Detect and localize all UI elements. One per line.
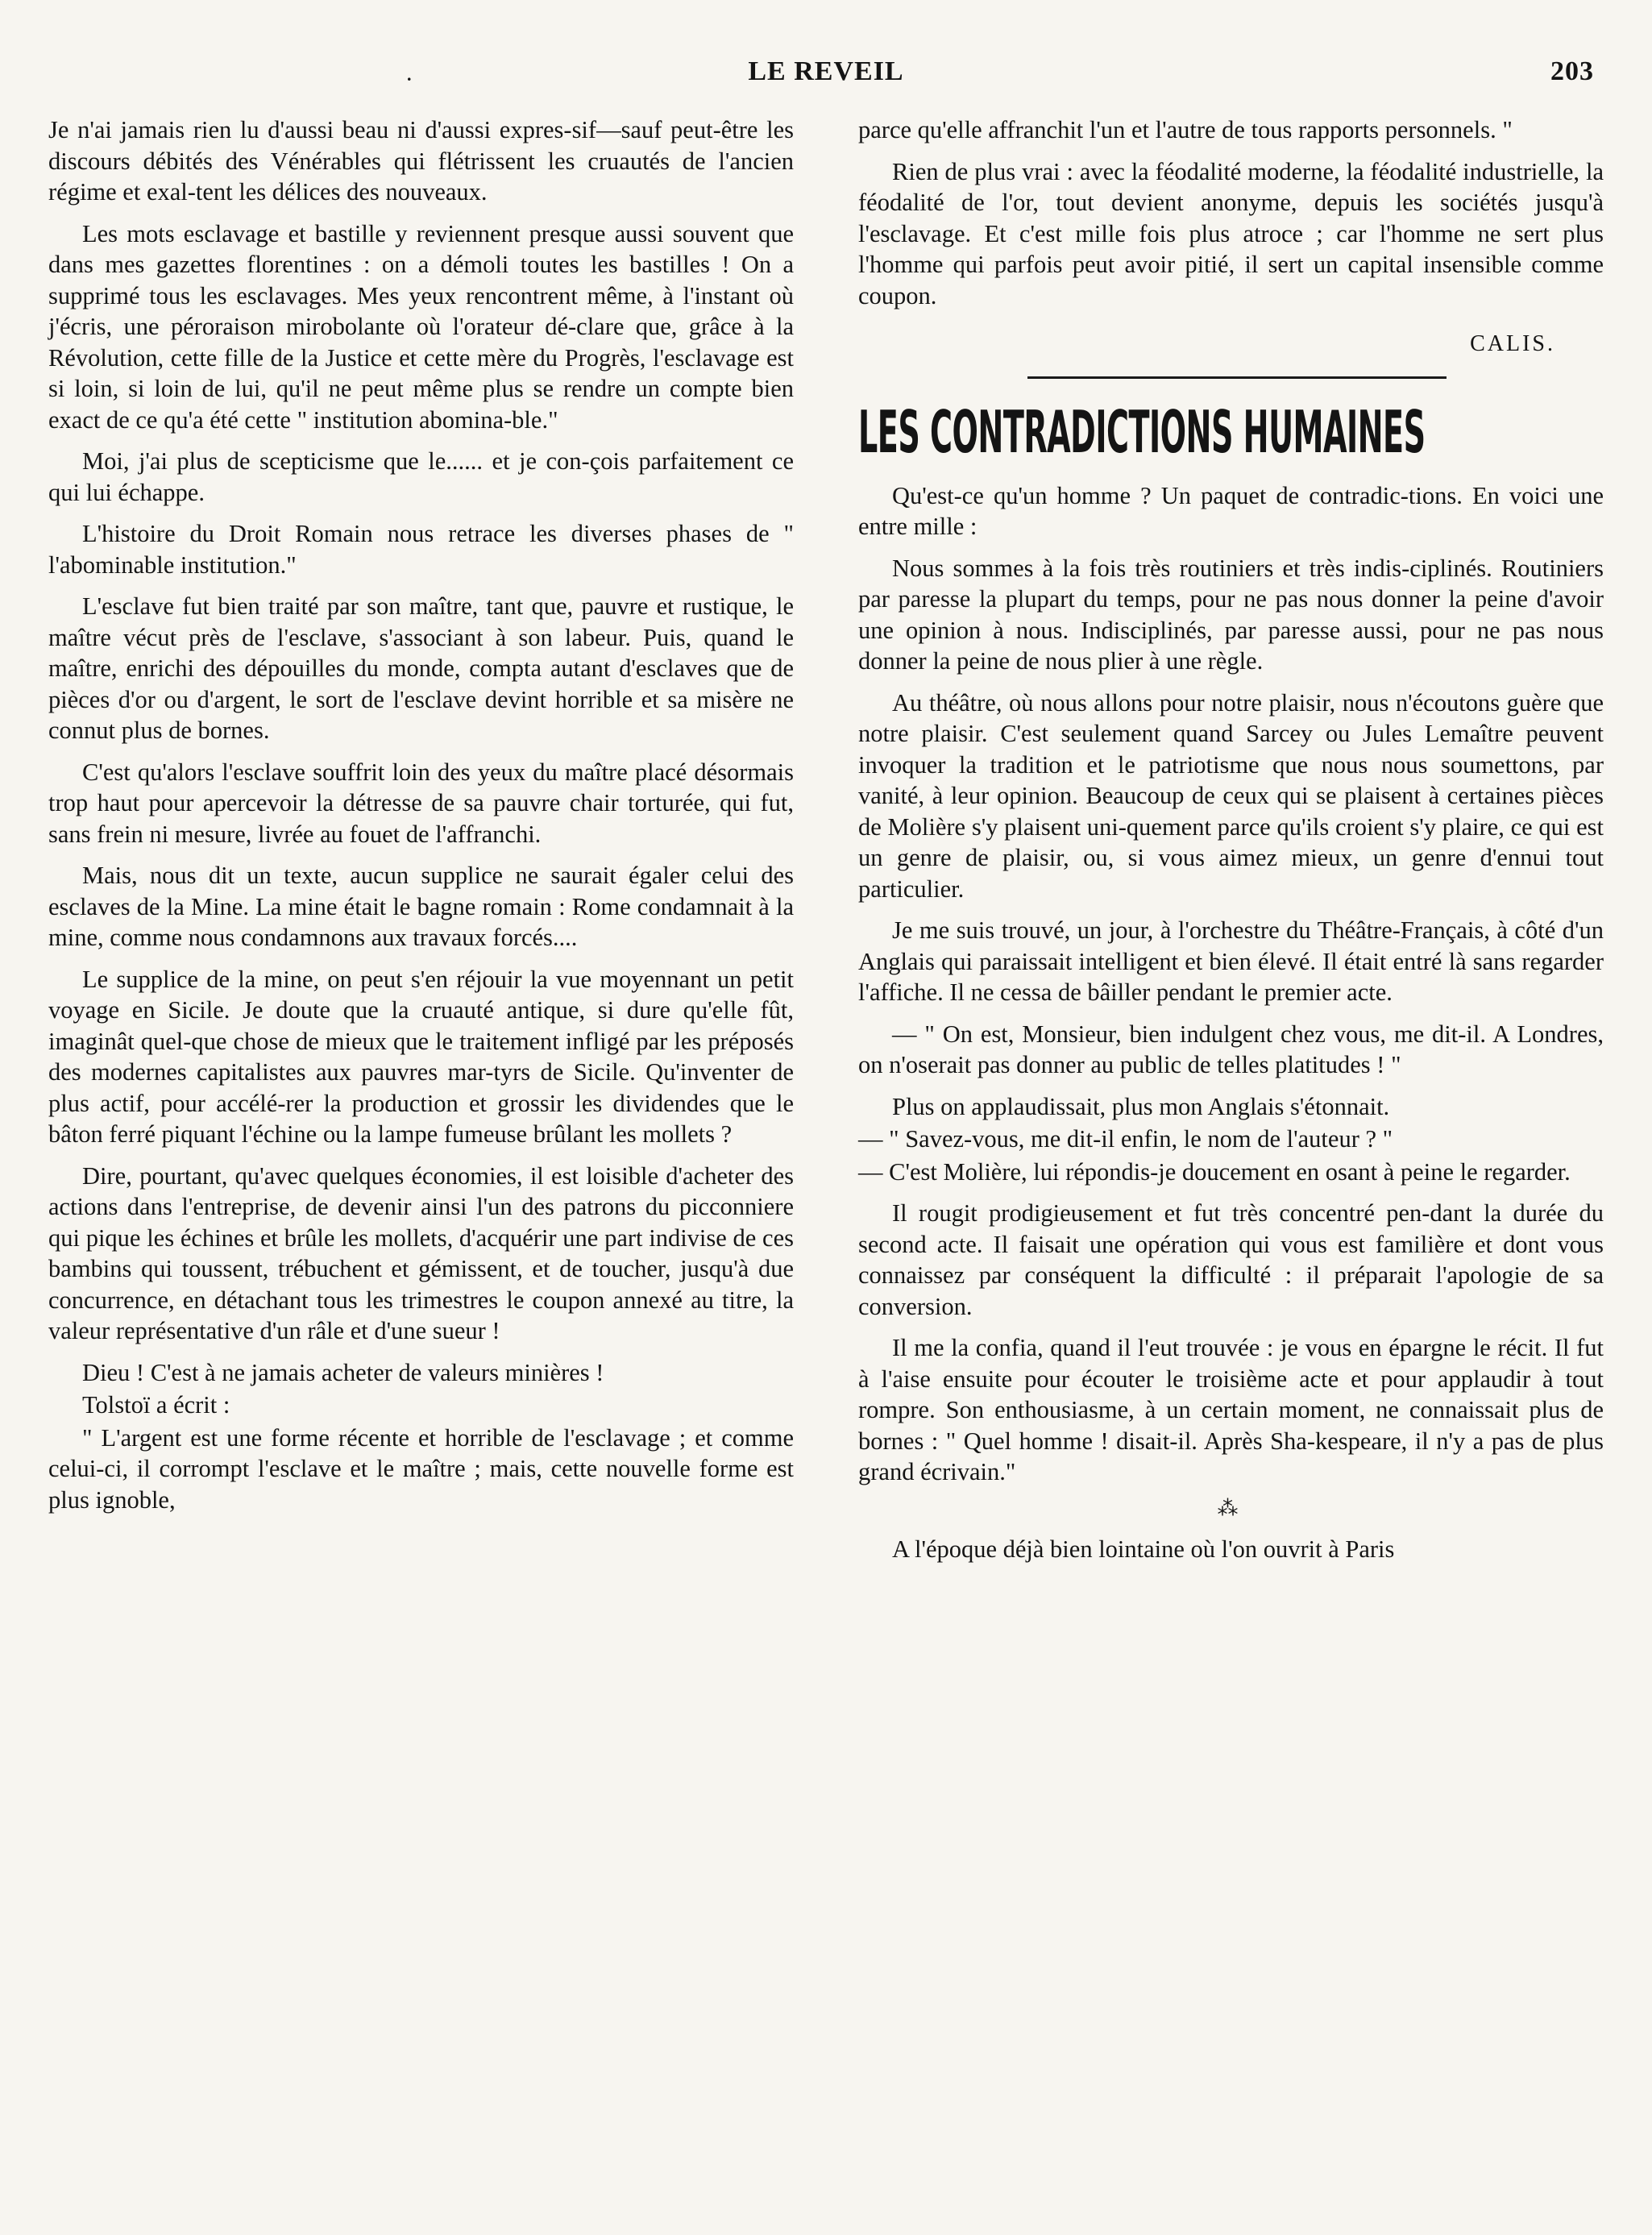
journal-title: LE REVEIL bbox=[748, 56, 904, 86]
paragraph: Nous sommes à la fois très routiniers et très indis-ciplinés. Routiniers par paresse la plupart du temps, pour ne pas nous donner la peine d'avoir une opinion à nous. Indisciplinés, par paresse aussi, pour ne pas nous donner la peine de nous plier à une règle. bbox=[858, 554, 1604, 675]
paragraph: A l'époque déjà bien lointaine où l'on ouvrit à Paris bbox=[892, 1535, 1395, 1563]
paragraph: — " On est, Monsieur, bien indulgent chez vous, me dit-il. A Londres, on n'oserait pas donner au public de telles platitudes ! " bbox=[858, 1020, 1604, 1078]
paragraph: — C'est Molière, lui répondis-je doucement en osant à peine le regarder. bbox=[858, 1157, 1571, 1186]
article-title-wrapper bbox=[858, 397, 1604, 480]
section-divider bbox=[1027, 376, 1447, 379]
paragraph: Le supplice de la mine, on peut s'en réjouir la vue moyennant un petit voyage en Sicile. Je doute que la cruauté antique, si dure qu'elle fût, imaginât quel-que chose de mieux que le traitement infligé par les préposés des modernes capitalistes aux pauvres mar-tyrs de Sicile. Qu'inventer de plus actif, pour accélé-rer la production et grossir les dividendes que le bâton ferré piquant l'échine ou la lampe fumeuse brûlant les mollets ? bbox=[48, 965, 794, 1148]
paragraph: Au théâtre, où nous allons pour notre plaisir, nous n'écoutons guère que notre plaisir. C'est seulement quand Sarcey ou Jules Lemaître peuvent invoquer la tradition et le patriotisme que nous nous soumettons, par vanité, à leur opinion. Beaucoup de ceux qui se plaisent à certaines pièces de Molière s'y plaisent uni-quement parce qu'ils croient s'y plaire, ce qui est un genre de plaisir, ou, si vous aimez mieux, un genre d'ennui tout particulier. bbox=[858, 688, 1604, 903]
paragraph: Il me la confia, quand il l'eut trouvée : je vous en épargne le récit. Il fut à l'aise ensuite pour écouter le troisième acte et pour applaudir à tout rompre. Son enthousiasme, à un certain moment, ne connaissait plus de bornes : " Quel homme ! disait-il. Après Sha-kespeare, il n'y a pas de plus grand écrivain." bbox=[858, 1334, 1604, 1485]
paragraph: Mais, nous dit un texte, aucun supplice ne saurait égaler celui des esclaves de la Mine. La mine était le bagne romain : Rome condamnait à la mine, comme nous condamnons aux travaux forcés.... bbox=[48, 862, 794, 951]
paragraph: — " Savez-vous, me dit-il enfin, le nom de l'auteur ? " bbox=[858, 1125, 1393, 1153]
left-column bbox=[48, 114, 794, 1575]
paragraph: C'est qu'alors l'esclave souffrit loin des yeux du maître placé désormais trop haut pour apercevoir la détresse de sa pauvre chair torturée, qui fut, sans frein ni mesure, livrée au fouet de l'affranchi. bbox=[48, 758, 794, 848]
paragraph: Rien de plus vrai : avec la féodalité moderne, la féodalité industrielle, la féodalité de l'or, tout devient anonyme, depuis les sociétés jusqu'à l'esclavage. Et c'est mille fois plus atroce ; car l'homme ne sert plus l'homme qui parfois peut avoir pitié, il sert un capital insensible comme coupon. bbox=[858, 157, 1604, 309]
paragraph: Je n'ai jamais rien lu d'aussi beau ni d'aussi expres-sif—sauf peut-être les discours débités des Vénérables qui flétrissent les cruautés de l'ancien régime et exal-tent les délices des nouveaux. bbox=[48, 116, 794, 206]
paragraph: " L'argent est une forme récente et horrible de l'esclavage ; et comme celui-ci, il corrompt l'esclave et le maître ; mais, cette nouvelle forme est plus ignoble, bbox=[48, 1423, 794, 1514]
paragraph: L'esclave fut bien traité par son maître, tant que, pauvre et rustique, le maître vécut près de l'esclave, s'associant à son labeur. Puis, quand le maître, enrichi des dépouilles du monde, compta autant d'esclaves que de pièces d'or ou d'argent, le sort de l'esclave devint horrible et sa misère ne connut plus de bornes. bbox=[48, 592, 794, 744]
paragraph: Moi, j'ai plus de scepticisme que le...... et je con-çois parfaitement ce qui lui échappe. bbox=[48, 447, 794, 506]
paragraph: Plus on applaudissait, plus mon Anglais s'étonnait. bbox=[892, 1092, 1390, 1120]
quote-continuation: parce qu'elle affranchit l'un et l'autre de tous rapports personnels. " bbox=[858, 116, 1513, 143]
article-title: LES CONTRADICTIONS HUMAINES bbox=[858, 397, 1426, 466]
asterism-separator: ⁂ bbox=[1217, 1496, 1245, 1520]
paragraph: Dire, pourtant, qu'avec quelques économies, il est loisible d'acheter des actions dans l'entreprise, de devenir ainsi l'un des patrons du picconniere qui pique les échines et brûle les mollets, d'acquérir une part indivise de ces bambins qui toussent, trébuchent et gémissent, et de toucher, jusqu'à due concurrence, en détachant tous les trimestres le coupon annexé au titre, la valeur représentative d'un râle et d'une sueur ! bbox=[48, 1161, 794, 1344]
running-head bbox=[48, 56, 1604, 105]
two-column-body bbox=[48, 114, 1604, 1575]
right-column bbox=[858, 114, 1604, 1575]
paragraph: Dieu ! C'est à ne jamais acheter de valeurs minières ! bbox=[82, 1358, 604, 1386]
paragraph: Qu'est-ce qu'un homme ? Un paquet de contradic-tions. En voici une entre mille : bbox=[858, 481, 1604, 540]
paragraph: Les mots esclavage et bastille y reviennent presque aussi souvent que dans mes gazettes florentines : on a démoli toutes les bastilles ! On a supprimé tous les esclavages. Mes yeux rencontrent même, à l'instant où j'écris, une péroraison mirobolante où l'orateur dé-clare que, grâce à la Révolution, cette fille de la Justice et cette mère du Progrès, l'esclavage est si loin, si loin de lui, qu'il ne peut même plus se rendre un compte bien exact de ce qu'a été cette " institution abomina-ble." bbox=[48, 219, 794, 434]
header-dot: . bbox=[407, 64, 413, 85]
page-number: 203 bbox=[1550, 56, 1594, 86]
paragraph: Tolstoï a écrit : bbox=[82, 1391, 230, 1419]
paragraph: Je me suis trouvé, un jour, à l'orchestre du Théâtre-Français, à côté d'un Anglais qui paraissait intelligent et bien élevé. Il était entré là sans regarder l'affiche. Il ne cessa de bâiller pendant le premier acte. bbox=[858, 916, 1604, 1006]
paragraph: Il rougit prodigieusement et fut très concentré pen-dant la durée du second acte. Il faisait une opération qui vous est familière et dont vous connaissez par conséquent la difficulté : il préparait l'apologie de sa conversion. bbox=[858, 1199, 1604, 1320]
author-signature: CALIS. bbox=[1470, 331, 1555, 356]
paragraph: L'histoire du Droit Romain nous retrace les diverses phases de " l'abominable institution." bbox=[48, 520, 794, 579]
